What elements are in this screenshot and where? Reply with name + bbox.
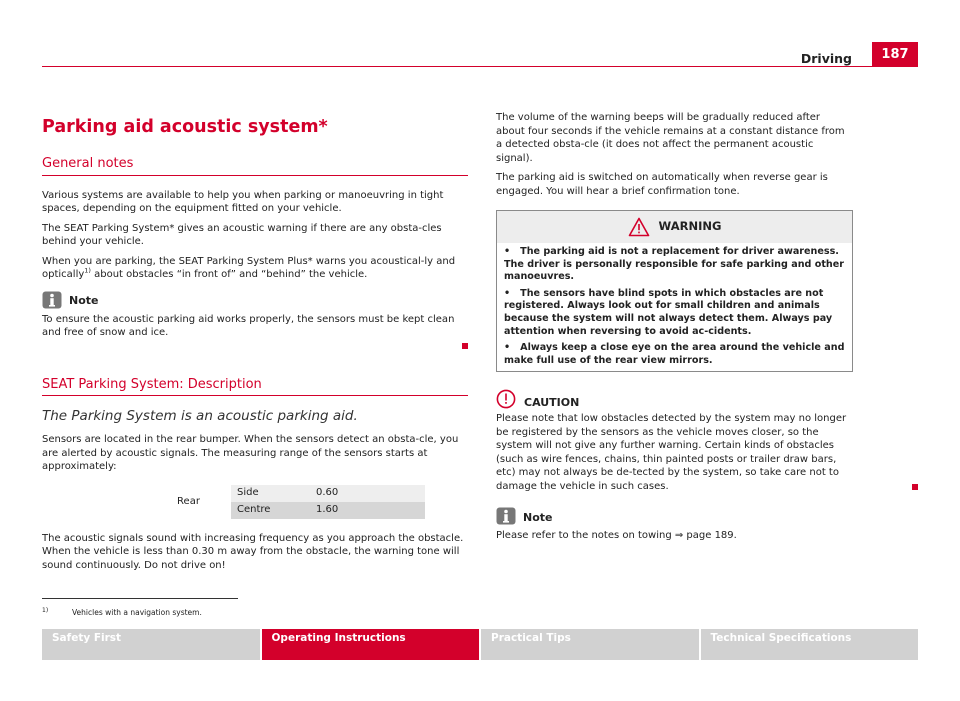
paragraph: The acoustic signals sound with increasing frequency as you approach the obstacle. When the vehicle is less than 0.30 m away from the obstacle, the warning tone will sound continuously. Do not drive on! — [42, 532, 464, 571]
warning-item-text: The sensors have blind spots in which obstacles are not registered. Always look out for small children and animals because the system will not always detect them. Always pay attention when reversing to avoid ac-cidents. — [504, 287, 833, 337]
caution-heading — [496, 389, 852, 409]
range-table — [146, 485, 425, 519]
tab-technical-specifications[interactable]: Technical Specifications — [701, 629, 919, 660]
warning-item-text: Always keep a close eye on the area around the vehicle and make full use of the rear view mirrors. — [504, 342, 845, 366]
table-row-header: Rear — [146, 485, 231, 519]
footnote-ref[interactable]: 1) — [84, 266, 91, 275]
section-title: Driving — [800, 51, 852, 66]
main-title: Parking aid acoustic system* — [42, 117, 328, 137]
right-column — [496, 111, 852, 543]
note-label: Note — [69, 294, 99, 307]
warning-label: WARNING — [658, 219, 722, 234]
paragraph: The volume of the warning beeps will be gradually reduced after about four seconds if the vehicle remains at a constant distance from a detected obsta-cle (it does not affect the permanent acoustic signal). — [496, 112, 845, 164]
note-icon — [42, 291, 62, 309]
end-marker-icon — [912, 484, 918, 490]
paragraph-text: When you are parking, the SEAT Parking System Plus* warns you acoustical-ly and optically — [42, 255, 456, 280]
page-number: 187 — [872, 42, 918, 67]
left-column — [42, 116, 468, 572]
warning-box — [496, 210, 853, 372]
table-cell-value: 1.60 — [310, 502, 425, 519]
warning-item: • Always keep a close eye on the area around the vehicle and make full use of the rear view mirrors. — [504, 342, 845, 366]
footer-nav — [42, 629, 918, 660]
header-rule — [42, 66, 918, 67]
table-cell-label: Centre — [231, 502, 310, 519]
footnote-rule — [42, 598, 238, 599]
table-cell-label: Side — [231, 485, 310, 502]
paragraph-text: about obstacles “in front of” and “behind” the vehicle. — [90, 269, 368, 280]
warning-list — [497, 243, 852, 371]
caution-label: CAUTION — [524, 395, 580, 409]
general-notes-title: General notes — [42, 157, 468, 176]
paragraph: The SEAT Parking System* gives an acoustic warning if there are any obsta-cles behind your vehicle. — [42, 222, 442, 247]
paragraph: The parking aid is switched on automatically when reverse gear is engaged. You will hear a brief confirmation tone. — [496, 172, 828, 197]
tab-practical-tips[interactable]: Practical Tips — [481, 629, 699, 660]
warning-heading — [497, 211, 852, 243]
footnote — [42, 606, 202, 620]
warning-item: • The sensors have blind spots in which obstacles are not registered. Always look out for small children and animals because the system will not always detect them. Always pay attention when reversing to avoid ac-cidents. — [504, 287, 833, 337]
note-text: To ensure the acoustic parking aid works properly, the sensors must be kept clean and free of snow and ice. — [42, 313, 455, 338]
caution-icon — [496, 389, 516, 409]
caution-text: Please note that low obstacles detected by the system may no longer be registered by the sensors as the vehicle moves closer, so the system will not give any further warning. Certain kinds of obstacles (such as wire fences, chains, thin painted posts or trailer draw bars, etc) may not always be de-tected by the system, so take care not to damage the vehicle in such cases. — [496, 413, 847, 492]
note-icon — [496, 507, 516, 525]
footnote-text: Vehicles with a navigation system. — [72, 608, 202, 617]
note-text[interactable]: Please refer to the notes on towing ⇒ page 189. — [496, 530, 737, 542]
warning-item-text: The parking aid is not a replacement for driver awareness. The driver is personally responsible for safe parking and other manoeuvres. — [504, 246, 844, 283]
description-subtitle: The Parking System is an acoustic parking aid. — [42, 408, 358, 424]
paragraph: Various systems are available to help you when parking or manoeuvring in tight spaces, depending on the equipment fitted on your vehicle. — [42, 189, 444, 214]
table-cell-value: 0.60 — [310, 485, 425, 502]
tab-safety-first[interactable]: Safety First — [42, 629, 260, 660]
description-title: SEAT Parking System: Description — [42, 378, 468, 397]
paragraph: Sensors are located in the rear bumper. When the sensors detect an obsta-cle, you are alerted by acoustic signals. The measuring range of the sensors starts at approximately: — [42, 434, 459, 472]
note-label: Note — [523, 510, 553, 524]
warning-item: • The parking aid is not a replacement for driver awareness. The driver is personally responsible for safe parking and other manoeuvres. — [504, 246, 844, 283]
footnote-number: 1) — [42, 607, 49, 614]
warning-triangle-icon — [628, 217, 650, 237]
end-marker-icon — [462, 343, 468, 349]
tab-operating-instructions[interactable]: Operating Instructions — [262, 629, 480, 660]
paragraph — [42, 255, 468, 282]
note-heading — [496, 507, 852, 525]
note-heading — [42, 291, 468, 309]
